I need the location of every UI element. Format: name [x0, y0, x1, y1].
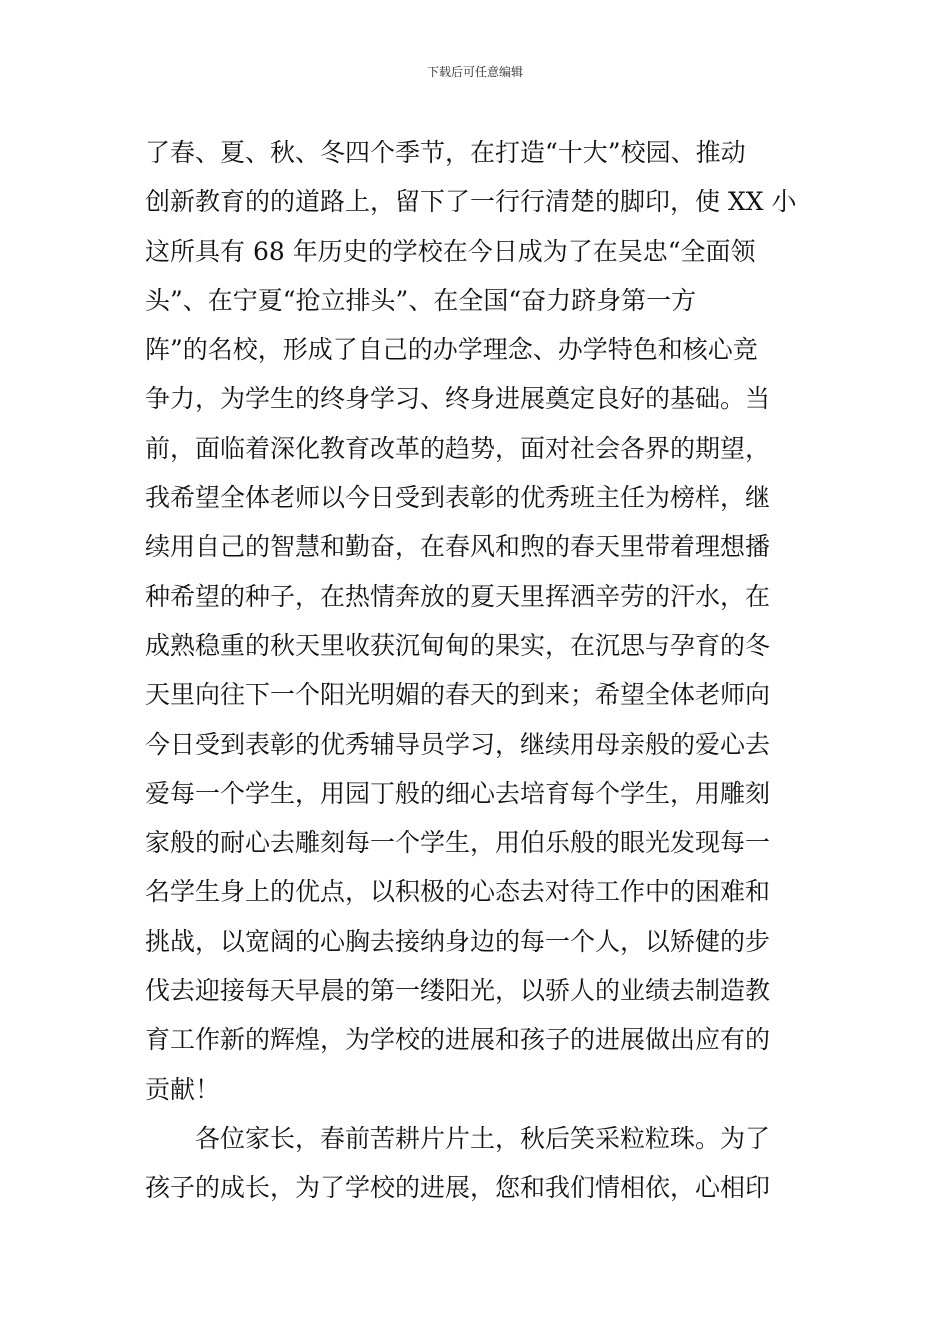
- text-line: 创新教育的的道路上，留下了一行行清楚的脚印，使 XX 小: [145, 187, 797, 217]
- text-line: 头”、在宁夏“抢立排头”、在全国“奋力跻身第一方: [145, 285, 697, 315]
- text-line: 前，面临着深化教育改革的趋势，面对社会各界的期望，: [145, 433, 771, 463]
- document-body: [145, 128, 810, 1213]
- text-line: 争力，为学生的终身学习、终身进展奠定良好的基础。当: [145, 384, 771, 414]
- text-line: 今日受到表彰的优秀辅导员学习，继续用母亲般的爱心去: [145, 729, 771, 759]
- text-line: 育工作新的辉煌，为学校的进展和孩子的进展做出应有的: [145, 1025, 771, 1055]
- page-header: 下载后可任意编辑: [426, 65, 523, 79]
- text-line: 贡献！: [145, 1074, 221, 1104]
- text-line: 续用自己的智慧和勤奋，在春风和煦的春天里带着理想播: [145, 532, 771, 562]
- text-line: 了春、夏、秋、冬四个季节，在打造“十大”校园、推动: [145, 138, 746, 167]
- text-line: 我希望全体老师以今日受到表彰的优秀班主任为榜样，继: [145, 483, 771, 513]
- text-line: 家般的耐心去雕刻每一个学生，用伯乐般的眼光发现每一: [145, 828, 771, 858]
- paragraph-2: [145, 1114, 810, 1213]
- text-line: 名学生身上的优点，以积极的心态去对待工作中的困难和: [145, 877, 771, 907]
- text-line: 成熟稳重的秋天里收获沉甸甸的果实，在沉思与孕育的冬: [145, 630, 771, 660]
- text-line: 这所具有 68 年历史的学校在今日成为了在吴忠“全面领: [145, 236, 756, 266]
- text-line: 天里向往下一个阳光明媚的春天的到来；希望全体老师向: [145, 680, 771, 710]
- text-line: 种希望的种子，在热情奔放的夏天里挥洒辛劳的汗水，在: [145, 581, 771, 611]
- text-line: 爱每一个学生，用园丁般的细心去培育每个学生，用雕刻: [145, 778, 771, 808]
- text-line: 伐去迎接每天早晨的第一缕阳光，以骄人的业绩去制造教: [145, 976, 771, 1006]
- text-line: 挑战，以宽阔的心胸去接纳身边的每一个人，以矫健的步: [145, 926, 771, 956]
- text-line: 各位家长，春前苦耕片片土，秋后笑采粒粒珠。为了: [195, 1123, 771, 1153]
- text-line: 孩子的成长，为了学校的进展，您和我们情相依，心相印: [145, 1173, 771, 1203]
- text-line: 阵”的名校，形成了自己的办学理念、办学特色和核心竞: [145, 335, 758, 365]
- paragraph-1: [145, 128, 810, 1114]
